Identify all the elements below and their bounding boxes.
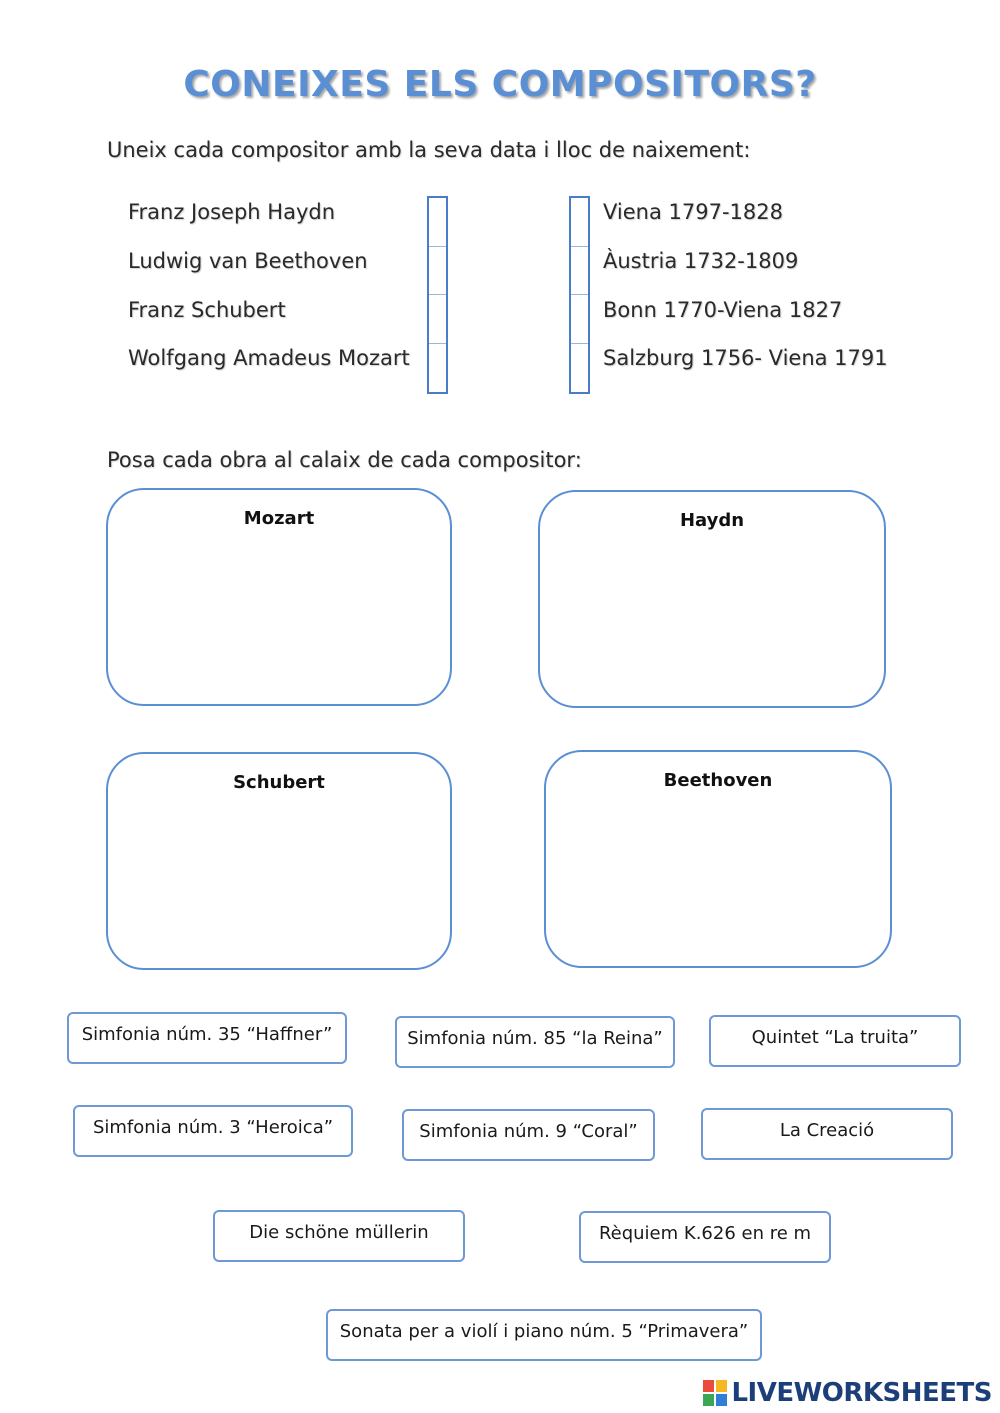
drawer-label: Haydn bbox=[679, 510, 745, 531]
composer-mozart: Wolfgang Amadeus Mozart bbox=[128, 346, 410, 370]
left-answer-column bbox=[427, 196, 448, 394]
work-item[interactable]: La Creació bbox=[701, 1108, 953, 1160]
drawer-beethoven[interactable] bbox=[544, 750, 892, 968]
right-answer-box[interactable] bbox=[571, 295, 588, 344]
work-item[interactable]: Simfonia núm. 9 “Coral” bbox=[402, 1109, 655, 1161]
drawer-schubert[interactable] bbox=[106, 752, 452, 970]
drawer-label: Schubert bbox=[233, 772, 325, 793]
right-answer-column bbox=[569, 196, 590, 394]
right-answer-box[interactable] bbox=[571, 198, 588, 247]
work-item[interactable]: Die schöne müllerin bbox=[213, 1210, 465, 1262]
work-item[interactable]: Simfonia núm. 35 “Haffner” bbox=[67, 1012, 347, 1064]
drawer-mozart[interactable] bbox=[106, 488, 452, 706]
left-answer-box[interactable] bbox=[429, 344, 446, 393]
work-item[interactable]: Simfonia núm. 3 “Heroica” bbox=[73, 1105, 353, 1157]
logo-icon bbox=[703, 1380, 727, 1406]
right-answer-box[interactable] bbox=[571, 344, 588, 393]
page-title: CONEIXES ELS COMPOSITORS? bbox=[183, 64, 817, 105]
drawer-label: Beethoven bbox=[663, 770, 773, 791]
date-item: Viena 1797-1828 bbox=[603, 200, 783, 224]
liveworksheets-logo bbox=[703, 1377, 992, 1409]
composer-haydn: Franz Joseph Haydn bbox=[128, 200, 336, 224]
drawer-label: Mozart bbox=[243, 508, 315, 529]
work-item[interactable]: Quintet “La truita” bbox=[709, 1015, 961, 1067]
work-item[interactable]: Rèquiem K.626 en re m bbox=[579, 1211, 831, 1263]
composer-beethoven: Ludwig van Beethoven bbox=[128, 249, 368, 273]
date-item: Salzburg 1756- Viena 1791 bbox=[603, 346, 888, 370]
left-answer-box[interactable] bbox=[429, 198, 446, 247]
work-item[interactable]: Sonata per a violí i piano núm. 5 “Primavera” bbox=[326, 1309, 762, 1361]
left-answer-box[interactable] bbox=[429, 295, 446, 344]
drawer-haydn[interactable] bbox=[538, 490, 886, 708]
left-answer-box[interactable] bbox=[429, 247, 446, 296]
right-answer-box[interactable] bbox=[571, 247, 588, 296]
composer-schubert: Franz Schubert bbox=[128, 298, 286, 322]
drawer-instruction: Posa cada obra al calaix de cada compositor: bbox=[107, 448, 582, 472]
work-item[interactable]: Simfonia núm. 85 “la Reina” bbox=[395, 1016, 675, 1068]
date-item: Àustria 1732-1809 bbox=[603, 249, 799, 273]
logo-text: LIVEWORKSHEETS bbox=[731, 1378, 992, 1408]
match-instruction: Uneix cada compositor amb la seva data i lloc de naixement: bbox=[107, 138, 751, 162]
date-item: Bonn 1770-Viena 1827 bbox=[603, 298, 843, 322]
